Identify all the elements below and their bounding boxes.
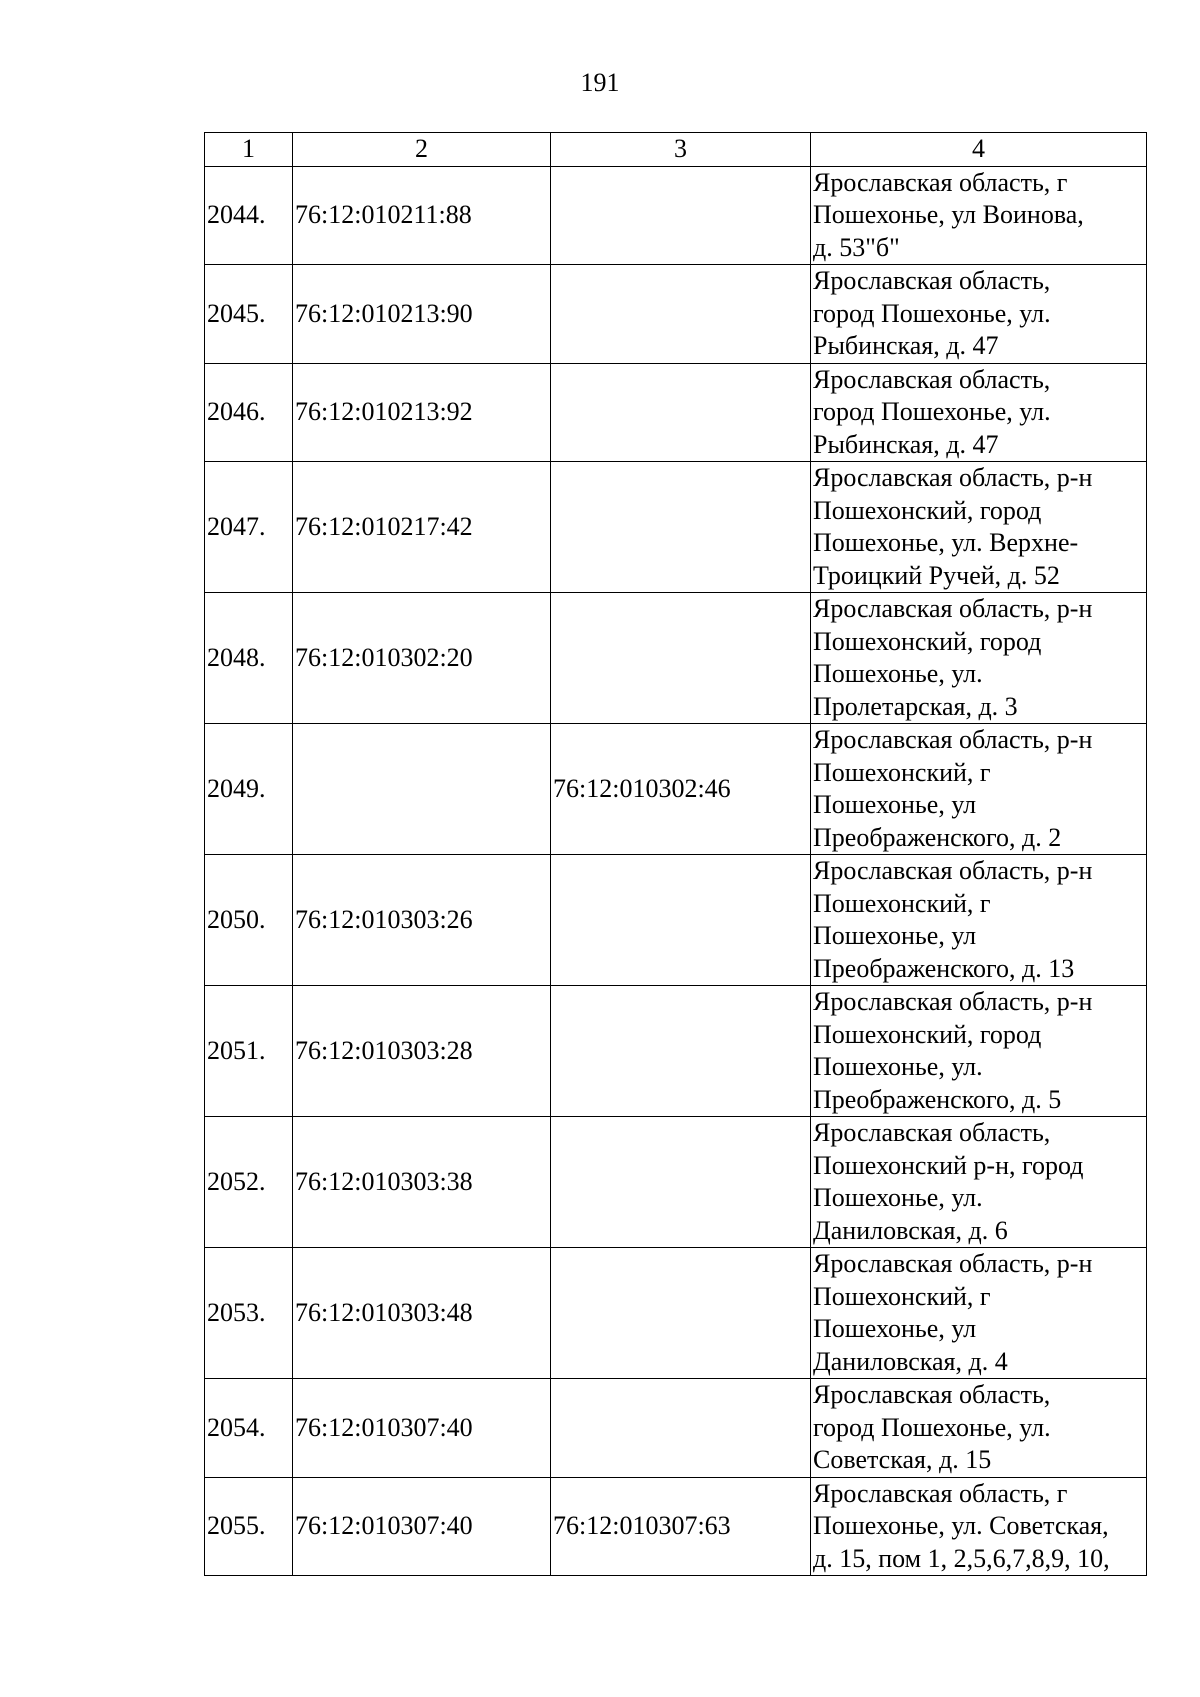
table-row [205,462,1147,593]
related-cadastral-number [551,1117,811,1248]
related-cadastral-number [551,986,811,1117]
row-number: 2044. [205,166,293,265]
table-row [205,1248,1147,1379]
related-cadastral-number [551,1379,811,1478]
cadastral-number: 76:12:010217:42 [293,462,551,593]
row-number: 2047. [205,462,293,593]
address: Ярославская область, город Пошехонье, ул. Рыбинская, д. 47 [811,363,1147,462]
related-cadastral-number [551,363,811,462]
row-number: 2049. [205,724,293,855]
column-header-2: 2 [293,133,551,167]
address: Ярославская область, р-н Пошехонский, город Пошехонье, ул. Верхне- Троицкий Ручей, д. 52 [811,462,1147,593]
table-row [205,1477,1147,1576]
address: Ярославская область, р-н Пошехонский, город Пошехонье, ул. Преображенского, д. 5 [811,986,1147,1117]
column-header-1: 1 [205,133,293,167]
cadastral-number [293,724,551,855]
related-cadastral-number [551,265,811,364]
related-cadastral-number: 76:12:010302:46 [551,724,811,855]
cadastral-number: 76:12:010307:40 [293,1477,551,1576]
table-row [205,166,1147,265]
address: Ярославская область, р-н Пошехонский, г Пошехонье, ул Даниловская, д. 4 [811,1248,1147,1379]
table-row [205,1117,1147,1248]
registry-table [204,132,1147,1576]
cadastral-number: 76:12:010302:20 [293,593,551,724]
address: Ярославская область, р-н Пошехонский, г Пошехонье, ул Преображенского, д. 2 [811,724,1147,855]
address: Ярославская область, р-н Пошехонский, г Пошехонье, ул Преображенского, д. 13 [811,855,1147,986]
row-number: 2054. [205,1379,293,1478]
related-cadastral-number [551,166,811,265]
table-row [205,363,1147,462]
cadastral-number: 76:12:010303:38 [293,1117,551,1248]
related-cadastral-number [551,1248,811,1379]
cadastral-number: 76:12:010303:26 [293,855,551,986]
related-cadastral-number: 76:12:010307:63 [551,1477,811,1576]
column-header-4: 4 [811,133,1147,167]
cadastral-number: 76:12:010213:90 [293,265,551,364]
column-header-3: 3 [551,133,811,167]
row-number: 2052. [205,1117,293,1248]
row-number: 2046. [205,363,293,462]
cadastral-number: 76:12:010307:40 [293,1379,551,1478]
address: Ярославская область, г Пошехонье, ул. Советская, д. 15, пом 1, 2,5,6,7,8,9, 10, [811,1477,1147,1576]
related-cadastral-number [551,593,811,724]
row-number: 2055. [205,1477,293,1576]
cadastral-number: 76:12:010213:92 [293,363,551,462]
row-number: 2051. [205,986,293,1117]
related-cadastral-number [551,462,811,593]
table-row [205,855,1147,986]
related-cadastral-number [551,855,811,986]
cadastral-number: 76:12:010211:88 [293,166,551,265]
table-row [205,724,1147,855]
address: Ярославская область, г Пошехонье, ул Воинова, д. 53"б" [811,166,1147,265]
header-row [205,133,1147,167]
table-row [205,986,1147,1117]
page-number: 191 [580,68,620,97]
address: Ярославская область, р-н Пошехонский, город Пошехонье, ул. Пролетарская, д. 3 [811,593,1147,724]
table-row [205,265,1147,364]
table-row [205,1379,1147,1478]
row-number: 2050. [205,855,293,986]
cadastral-number: 76:12:010303:48 [293,1248,551,1379]
cadastral-number: 76:12:010303:28 [293,986,551,1117]
address: Ярославская область, Пошехонский р-н, город Пошехонье, ул. Даниловская, д. 6 [811,1117,1147,1248]
address: Ярославская область, город Пошехонье, ул. Советская, д. 15 [811,1379,1147,1478]
address: Ярославская область, город Пошехонье, ул. Рыбинская, д. 47 [811,265,1147,364]
row-number: 2053. [205,1248,293,1379]
row-number: 2045. [205,265,293,364]
table-row [205,593,1147,724]
row-number: 2048. [205,593,293,724]
